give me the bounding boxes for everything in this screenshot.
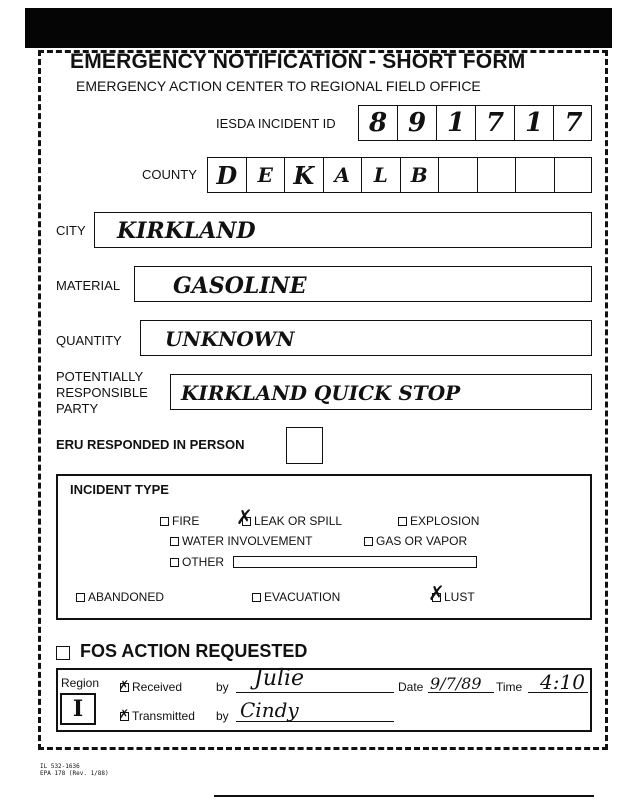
type-explosion[interactable] bbox=[398, 514, 479, 528]
county-letter: D bbox=[216, 160, 238, 190]
region-box[interactable] bbox=[60, 693, 96, 725]
incident-id-digit: 1 bbox=[446, 108, 466, 138]
type-other[interactable] bbox=[170, 555, 224, 569]
party-label-line: RESPONSIBLE bbox=[56, 385, 148, 400]
gas-label: GAS OR VAPOR bbox=[376, 534, 468, 548]
quantity-value: UNKNOWN bbox=[165, 327, 295, 351]
transmitted-by-label: by bbox=[216, 709, 229, 723]
received-by-line bbox=[236, 692, 394, 693]
county-letter: B bbox=[410, 163, 428, 187]
water-checkbox[interactable] bbox=[170, 537, 179, 546]
quantity-label: QUANTITY bbox=[56, 333, 122, 348]
transmitted-label: Transmitted bbox=[132, 709, 195, 723]
form-footer bbox=[40, 763, 109, 777]
other-checkbox[interactable] bbox=[170, 558, 179, 567]
footer-line: EPA 178 (Rev. 1/88) bbox=[40, 770, 109, 777]
incident-id-label: IESDA INCIDENT ID bbox=[216, 116, 336, 131]
type-abandoned[interactable] bbox=[76, 590, 164, 604]
incident-id-boxes bbox=[358, 105, 592, 141]
county-boxes bbox=[207, 157, 592, 193]
material-value: GASOLINE bbox=[173, 273, 307, 299]
footer-line: IL 532-1636 bbox=[40, 763, 80, 770]
party-label-line: PARTY bbox=[56, 401, 99, 416]
county-label: COUNTY bbox=[142, 167, 197, 182]
date-value: 9/7/89 bbox=[430, 674, 482, 693]
received-label: Received bbox=[132, 680, 183, 694]
party-value: KIRKLAND QUICK STOP bbox=[181, 381, 461, 405]
party-label-line: POTENTIALLY bbox=[56, 369, 144, 384]
material-field bbox=[134, 266, 592, 302]
time-label: Time bbox=[496, 680, 523, 694]
explosion-label: EXPLOSION bbox=[410, 514, 480, 528]
abandoned-checkbox[interactable] bbox=[76, 593, 85, 602]
party-field bbox=[170, 374, 592, 410]
received-by-value: Julie bbox=[254, 666, 305, 691]
transmitted-by-value: Cindy bbox=[240, 698, 299, 722]
incident-id-digit: 9 bbox=[407, 108, 427, 138]
transmitted-row bbox=[120, 709, 195, 723]
type-evacuation[interactable] bbox=[252, 590, 340, 604]
water-label: WATER INVOLVEMENT bbox=[182, 534, 313, 548]
lust-check-mark-icon: ✗ bbox=[428, 581, 445, 605]
bottom-rule bbox=[214, 795, 594, 797]
party-label bbox=[56, 369, 148, 417]
type-leak[interactable] bbox=[242, 514, 342, 528]
form-title: EMERGENCY NOTIFICATION - SHORT FORM bbox=[70, 50, 526, 73]
type-fire[interactable] bbox=[160, 514, 199, 528]
county-letter: E bbox=[257, 163, 273, 187]
type-gas[interactable] bbox=[364, 534, 467, 548]
eru-checkbox[interactable] bbox=[286, 427, 323, 464]
evacuation-checkbox[interactable] bbox=[252, 593, 261, 602]
lust-label: LUST bbox=[444, 590, 475, 604]
type-water[interactable] bbox=[170, 534, 312, 548]
incident-id-digit: 1 bbox=[524, 108, 544, 138]
abandoned-label: ABANDONED bbox=[88, 590, 165, 604]
incident-id-digit: 8 bbox=[368, 108, 388, 138]
received-by-label: by bbox=[216, 680, 229, 694]
time-value: 4:10 bbox=[540, 670, 585, 694]
region-label: Region bbox=[61, 676, 100, 690]
region-value: I bbox=[72, 696, 84, 722]
date-label: Date bbox=[398, 680, 424, 694]
county-letter: K bbox=[293, 160, 315, 190]
redaction-bar bbox=[25, 8, 612, 48]
city-value: KIRKLAND bbox=[117, 218, 256, 244]
gas-checkbox[interactable] bbox=[364, 537, 373, 546]
explosion-checkbox[interactable] bbox=[398, 517, 407, 526]
other-label: OTHER bbox=[182, 555, 224, 569]
fire-checkbox[interactable] bbox=[160, 517, 169, 526]
eru-label: ERU RESPONDED IN PERSON bbox=[56, 437, 245, 452]
transmitted-check-mark-icon: ✗ bbox=[119, 707, 130, 721]
evacuation-label: EVACUATION bbox=[264, 590, 341, 604]
incident-id-digit: 7 bbox=[485, 108, 505, 138]
leak-check-mark-icon: ✗ bbox=[236, 505, 253, 529]
incident-type-heading: INCIDENT TYPE bbox=[70, 482, 169, 497]
county-letter: A bbox=[334, 163, 351, 187]
quantity-field bbox=[140, 320, 592, 356]
county-letter: L bbox=[373, 163, 388, 187]
fire-label: FIRE bbox=[172, 514, 200, 528]
fos-checkbox[interactable] bbox=[56, 646, 70, 660]
received-check-mark-icon: ✗ bbox=[119, 678, 130, 692]
received-row bbox=[120, 680, 182, 694]
city-label: CITY bbox=[56, 223, 86, 238]
incident-id-digit: 7 bbox=[564, 108, 583, 138]
leak-label: LEAK OR SPILL bbox=[254, 514, 343, 528]
material-label: MATERIAL bbox=[56, 278, 121, 293]
form-subtitle: EMERGENCY ACTION CENTER TO REGIONAL FIELD OFFICE bbox=[76, 78, 481, 94]
city-field bbox=[94, 212, 592, 248]
fos-label: FOS ACTION REQUESTED bbox=[80, 641, 308, 661]
other-field[interactable] bbox=[233, 556, 477, 568]
